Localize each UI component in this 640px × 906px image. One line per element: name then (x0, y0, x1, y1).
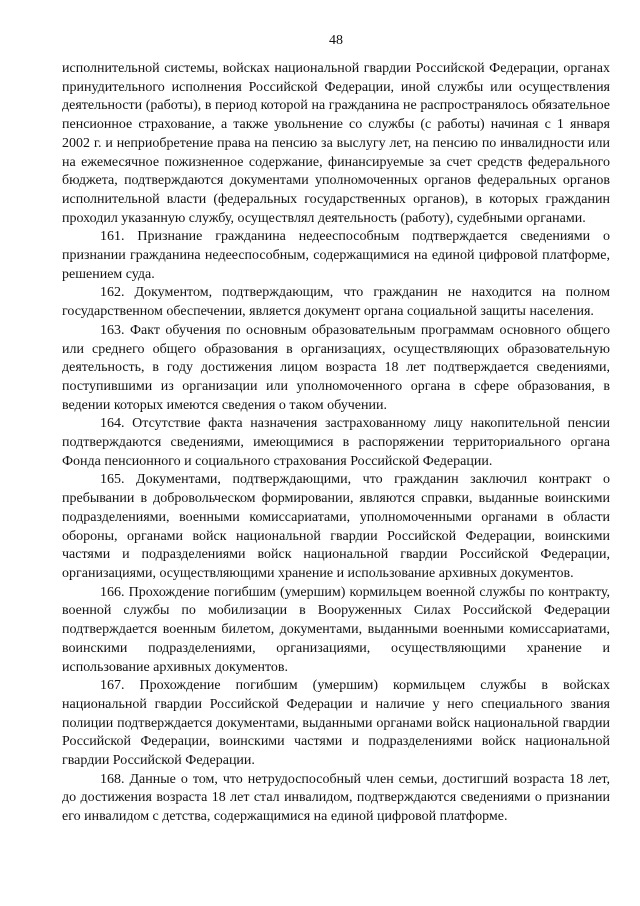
paragraph-167: 167. Прохождение погибшим (умершим) кормильцем службы в войсках национальной гвардии Российской Федерации и наличие у него специального звания полиции подтверждается документами, выданными органами войск национальной гвардии Российской Федерации, воинскими частями и подразделениями войск национальной гвардии Российской Федерации. (62, 678, 610, 769)
paragraph-161: 161. Признание гражданина недееспособным подтверждается сведениями о признании гражданина недееспособным, содержащимися на единой цифровой платформе, решением суда. (62, 229, 610, 282)
paragraph-162: 162. Документом, подтверждающим, что гражданин не находится на полном государственном обеспечении, является документ органа социальной защиты населения. (62, 285, 610, 320)
paragraph-163: 163. Факт обучения по основным образовательным программам основного общего или среднего общего образования в организациях, осуществляющих образовательную деятельность, в году достижения лицом возраста 18 лет подтверждается сведениями, поступившими из организации или уполномоченного органа в сфере образования, в ведении которых имеются сведения о таком обучении. (62, 322, 610, 413)
paragraph-165: 165. Документами, подтверждающими, что гражданин заключил контракт о пребывании в добровольческом формировании, являются справки, выданные воинскими подразделениями, военными комиссариатами, уполномоченными органами в области обороны, органами войск национальной гвардии Российской Федерации, воинскими частями и подразделениями войск национальной гвардии Российской Федерации, организациями, осуществляющими хранение и использование архивных документов. (62, 472, 610, 581)
paragraph-168: 168. Данные о том, что нетрудоспособный член семьи, достигший возраста 18 лет, до достижения возраста 18 лет стал инвалидом, подтверждаются сведениями о признании его инвалидом с детства, содержащимися на единой цифровой платформе. (62, 771, 610, 825)
paragraph-164: 164. Отсутствие факта назначения застрахованному лицу накопительной пенсии подтверждаются сведениями, имеющимися в распоряжении территориального органа Фонда пенсионного и социального страхования Российской Федерации. (62, 416, 610, 469)
page-number: 48 (329, 33, 343, 48)
document-page (62, 32, 610, 827)
paragraph-166: 166. Прохождение погибшим (умершим) кормильцем военной службы по контракту, военной службы по мобилизации в Вооруженных Силах Российской Федерации подтверждается военным билетом, документами, выданными военными комиссариатами, воинскими подразделениями, организациями, осуществляющими хранение и использование архивных документов. (62, 584, 610, 675)
paragraph-continuation: исполнительной системы, войсках национальной гвардии Российской Федерации, органах принудительного исполнения Российской Федерации, иной службы или осуществления деятельности (работы), в период которой на гражданина не распространялось обязательное пенсионное страхование, а также увольнение со службы (с работы) начиная с 1 января 2002 г. и неприобретение права на пенсию за выслугу лет, на пенсию по инвалидности или на ежемесячное пожизненное содержание, финансируемые за счет средств федерального бюджета, подтверждаются документами уполномоченных органов федеральных органов исполнительной власти (федеральных государственных органов), в которых гражданин проходил указанную службу, осуществлял деятельность (работу), судебными органами. (62, 61, 610, 226)
